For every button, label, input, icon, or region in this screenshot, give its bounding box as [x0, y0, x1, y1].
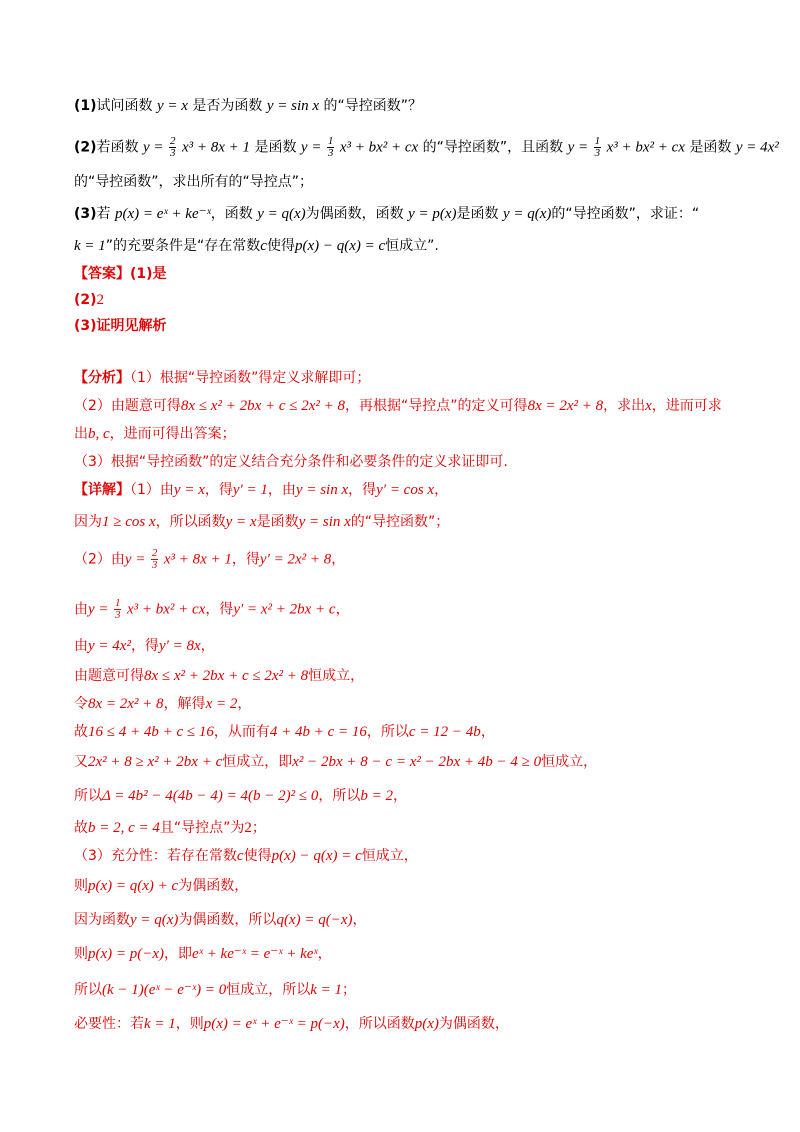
formula: x³ + bx² + cx — [126, 601, 206, 618]
text: 为偶函数，所以 — [178, 912, 277, 928]
text: 使得 — [266, 238, 295, 254]
text: 的“导控函数”？ — [323, 98, 423, 114]
detail-line-17 — [74, 1014, 509, 1034]
formula: c = 12 − 4b — [408, 724, 481, 740]
question-3 — [74, 204, 699, 224]
fraction: $\frac{2}{3}$ — [151, 547, 158, 571]
answer-label: 【答案】 — [74, 266, 130, 282]
text: 为偶函数， — [438, 1016, 509, 1032]
text: ； — [342, 982, 356, 998]
text: ； — [251, 820, 266, 836]
text: 所以 — [74, 982, 102, 998]
question-label: (2) — [74, 139, 97, 156]
detail-line-10 — [74, 786, 407, 806]
formula: y = x — [173, 482, 205, 498]
formula: y′ = 8x — [158, 638, 201, 654]
text: ，从而有 — [213, 724, 270, 740]
formula: c — [236, 848, 244, 864]
formula: c — [260, 238, 267, 254]
text: 由 — [74, 638, 88, 654]
answer-number: (1) — [130, 266, 153, 282]
answer-number: (3) — [74, 318, 97, 334]
formula: q(x) = q(−x) — [276, 912, 353, 928]
text: ， — [331, 551, 346, 568]
text: ， — [392, 788, 407, 804]
formula: y′ = cos x — [376, 482, 435, 498]
text: 由题意可得 — [74, 668, 144, 684]
text: 所以 — [74, 788, 102, 804]
formula: 8x = 2x² + 8 — [88, 696, 164, 712]
text: 是函数 — [256, 514, 299, 530]
text: 恒成立，所以 — [226, 982, 311, 998]
formula: y = q(x) — [130, 912, 179, 928]
text: ， — [237, 696, 252, 712]
formula: 8x ≤ x² + 2bx + c ≤ 2x² + 8 — [144, 668, 309, 684]
text: 故 — [74, 820, 88, 836]
fraction: $\frac{1}{3}$ — [327, 135, 334, 159]
detail-line-11 — [74, 818, 266, 838]
formula: Δ = 4b² − 4(4b − 4) = 4(b − 2)² ≤ 0 — [102, 788, 319, 804]
formula: y = q(x) — [502, 206, 552, 222]
question-1 — [74, 96, 422, 116]
text: 是函数 — [689, 139, 732, 156]
text: 则 — [74, 878, 88, 894]
formula: y = — [88, 601, 109, 618]
text: ，所以 — [366, 724, 409, 740]
analysis-line-4 — [74, 452, 508, 472]
formula: 4 + 4b + c = 16 — [269, 724, 367, 740]
formula: y = — [300, 139, 322, 156]
text: ，所以函数 — [155, 514, 226, 530]
formula: k = 1 — [74, 238, 106, 254]
formula: y = p(x) — [408, 206, 457, 222]
text: 试问函数 — [96, 98, 153, 114]
text: 的“导控函数”； — [350, 514, 450, 530]
formula: p(x) = eˣ + e⁻ˣ = p(−x) — [203, 1016, 345, 1032]
answer-line-1 — [74, 264, 167, 284]
formula: 2 — [244, 820, 252, 836]
detail-label: 【详解】 — [74, 482, 130, 498]
formula: k = 1 — [144, 1016, 176, 1032]
answer-text: 证明见解析 — [96, 318, 167, 334]
detail-line-14 — [74, 910, 366, 930]
formula: x³ + 8x + 1 — [163, 551, 232, 568]
formula: 1 ≥ cos x — [102, 514, 156, 530]
text: 因为函数 — [74, 912, 130, 928]
detail-line-4 — [74, 598, 350, 621]
formula: y = sin x — [298, 514, 351, 530]
text: ，即 — [164, 946, 193, 962]
detail-line-2 — [74, 512, 449, 532]
fraction: $\frac{1}{3}$ — [114, 597, 121, 621]
text: 恒成立”. — [385, 238, 439, 254]
formula: p(x) − q(x) = c — [294, 238, 386, 254]
text: ， — [200, 638, 215, 654]
formula: 8x ≤ x² + 2bx + c ≤ 2x² + 8 — [180, 398, 346, 414]
answer-number: (2) — [74, 292, 97, 308]
question-2-cont — [74, 172, 313, 192]
detail-line-3 — [74, 548, 345, 571]
text: 令 — [74, 696, 88, 712]
formula: y = 4x² — [735, 139, 779, 156]
text: 由 — [74, 601, 88, 618]
formula: b = 2, c = 4 — [88, 820, 160, 836]
detail-line-6 — [74, 666, 364, 686]
detail-line-7 — [74, 694, 251, 714]
formula: (k − 1)(eˣ − e⁻ˣ) = 0 — [102, 982, 227, 998]
text: ，得 — [231, 551, 260, 568]
text: ， — [317, 946, 332, 962]
text: 恒成立， — [308, 668, 365, 684]
text: 若 — [96, 206, 111, 222]
formula: x² − 2bx + 8 − c = x² − 2bx + 4b − 4 ≥ 0 — [292, 754, 542, 770]
text: （1）由 — [130, 482, 174, 498]
answer-text: 2 — [96, 292, 105, 308]
text: ， — [434, 482, 449, 498]
text: ， — [480, 724, 495, 740]
formula: x³ + 8x + 1 — [181, 139, 250, 156]
text: 若函数 — [96, 139, 139, 156]
text: 则 — [74, 946, 88, 962]
text: 又 — [74, 754, 88, 770]
formula: y′ = x² + 2bx + c — [233, 601, 336, 618]
text: 为偶函数，函数 — [305, 206, 404, 222]
text: 是函数 — [254, 139, 297, 156]
formula: y = sin x — [266, 98, 320, 114]
question-label: (3) — [74, 206, 97, 222]
text: ，得 — [130, 638, 159, 654]
detail-line-13 — [74, 876, 248, 896]
formula: p(x) − q(x) = c — [271, 848, 362, 864]
analysis-label: 【分析】 — [74, 370, 130, 386]
formula: x³ + bx² + cx — [606, 139, 685, 156]
text: ，进而可得出答案； — [109, 426, 236, 442]
question-3-cont — [74, 236, 439, 256]
analysis-line-3 — [74, 424, 236, 444]
detail-line-16 — [74, 980, 356, 1000]
fraction: $\frac{2}{3}$ — [169, 135, 176, 159]
text: ，函数 — [210, 206, 253, 222]
text: ，进而可求 — [651, 398, 722, 414]
detail-line-1 — [74, 480, 448, 500]
analysis-line-2 — [74, 396, 722, 416]
text: 恒成立， — [541, 754, 598, 770]
formula: x = 2 — [205, 696, 238, 712]
text: （3）根据“导控函数”的定义结合充分条件和必要条件的定义求证即可. — [74, 454, 508, 470]
text: 出 — [74, 426, 88, 442]
formula: p(x) = q(x) + c — [88, 878, 179, 894]
formula: k = 1 — [310, 982, 342, 998]
text: ”的充要条件是“存在常数 — [105, 238, 261, 254]
text: ，所以 — [318, 788, 361, 804]
text: 恒成立，即 — [222, 754, 293, 770]
formula: b = 2 — [360, 788, 393, 804]
text: 是函数 — [456, 206, 499, 222]
text: ，再根据“导控点”的定义可得 — [345, 398, 528, 414]
formula: y′ = 1 — [232, 482, 268, 498]
text: 因为 — [74, 514, 102, 530]
text: （2）由 — [74, 551, 125, 568]
formula: y′ = 2x² + 8 — [259, 551, 332, 568]
text: 恒成立， — [361, 848, 418, 864]
formula: y = — [143, 139, 164, 156]
answer-text: 是 — [152, 266, 167, 282]
question-label: (1) — [74, 98, 97, 114]
detail-line-5 — [74, 636, 215, 656]
formula: x³ + bx² + cx — [339, 139, 419, 156]
formula: 16 ≤ 4 + 4b + c ≤ 16 — [88, 724, 214, 740]
formula: y = q(x) — [257, 206, 306, 222]
detail-line-9 — [74, 752, 597, 772]
text: 是否为函数 — [192, 98, 263, 114]
formula: eˣ + ke⁻ˣ = e⁻ˣ + keˣ — [192, 946, 318, 962]
formula: b, c — [88, 426, 110, 442]
detail-line-12 — [74, 846, 418, 866]
answer-line-3 — [74, 316, 167, 336]
formula: y = sin x — [295, 482, 349, 498]
formula: y = — [124, 551, 146, 568]
formula: p(x) — [414, 1016, 439, 1032]
fraction: $\frac{1}{3}$ — [594, 135, 601, 159]
text: 的“导控函数”，且函数 — [422, 139, 564, 156]
formula: y = 4x² — [88, 638, 131, 654]
formula: 8x = 2x² + 8 — [527, 398, 604, 414]
formula: y = x — [157, 98, 188, 114]
text: ，则 — [175, 1016, 204, 1032]
text: ，解得 — [163, 696, 206, 712]
text: （2）由题意可得 — [74, 398, 181, 414]
text: 故 — [74, 724, 88, 740]
text: ， — [335, 601, 350, 618]
text: 的“导控函数”，求证：“ — [551, 206, 700, 222]
text: ，得 — [205, 601, 234, 618]
text: 且“导控点”为 — [159, 820, 245, 836]
formula: x — [645, 398, 652, 414]
text: ，由 — [267, 482, 296, 498]
text: 的“导控函数”，求出所有的“导控点”； — [74, 174, 314, 190]
formula: y = x — [225, 514, 257, 530]
text: ，得 — [348, 482, 377, 498]
text: 使得 — [243, 848, 272, 864]
text: 必要性：若 — [74, 1016, 144, 1032]
analysis-line-1 — [74, 368, 370, 388]
question-2 — [74, 136, 779, 159]
text: ，求出 — [603, 398, 646, 414]
formula: y = — [567, 139, 589, 156]
text: （3）充分性：若存在常数 — [74, 848, 237, 864]
detail-line-8 — [74, 722, 495, 742]
answer-line-2 — [74, 290, 104, 310]
text: （1）根据“导控函数”得定义求解即可； — [130, 370, 371, 386]
text: ， — [352, 912, 367, 928]
detail-line-15 — [74, 944, 332, 964]
text: ，得 — [204, 482, 233, 498]
formula: 2x² + 8 ≥ x² + 2bx + c — [88, 754, 223, 770]
text: 为偶函数， — [178, 878, 249, 894]
formula: p(x) = eˣ + ke⁻ˣ — [115, 206, 211, 222]
text: ，所以函数 — [344, 1016, 415, 1032]
formula: p(x) = p(−x) — [88, 946, 165, 962]
